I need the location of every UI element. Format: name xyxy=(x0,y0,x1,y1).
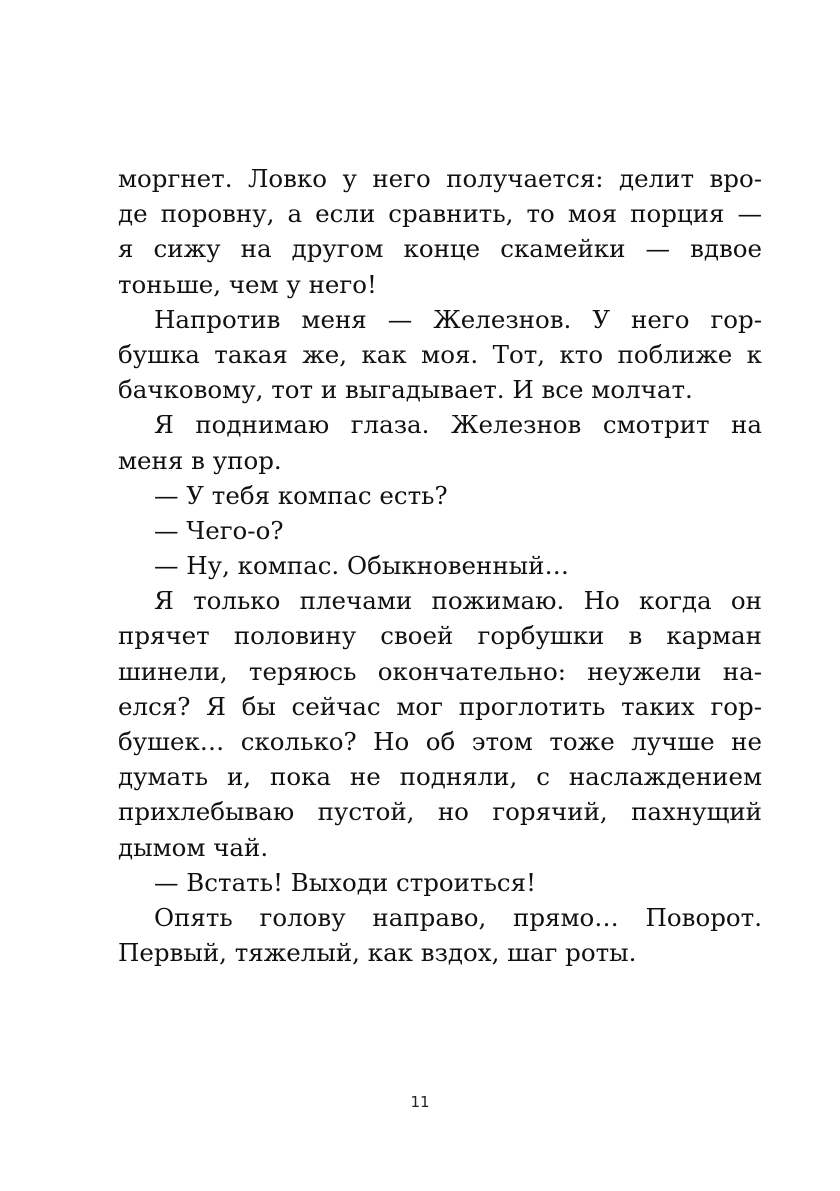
text-line: моргнет. Ловко у него получается: делит вро- xyxy=(118,164,762,193)
text-line: бушек… сколько? Но об этом тоже лучше не xyxy=(118,727,762,756)
text-line: бачковому, тот и выгадывает. И все молчат. xyxy=(118,375,693,405)
text-line: шинели, теряюсь окончательно: неужели на- xyxy=(118,656,762,686)
text-line: я сижу на другом конце скамейки — вдвое xyxy=(118,234,762,264)
text-line: бушка такая же, как моя. Тот, кто поближе к xyxy=(118,339,762,369)
page-number: 11 xyxy=(410,1093,430,1111)
text-line: Я только плечами пожимаю. Но когда он xyxy=(154,586,762,616)
text-line: Опять голову направо, прямо… Поворот. xyxy=(154,902,762,932)
text-line: прячет половину своей горбушки в карман xyxy=(118,621,762,651)
text-line: де поровну, а если сравнить, то моя порция — xyxy=(118,199,762,229)
text-line: прихлебываю пустой, но горячий, пахнущий xyxy=(118,797,762,827)
text-line: — Встать! Выходи строиться! xyxy=(154,867,536,897)
text-line: — У тебя компас есть? xyxy=(154,480,448,510)
text-line: дымом чай. xyxy=(118,832,269,862)
text-line: Напротив меня — Железнов. У него гор- xyxy=(154,304,762,334)
text-line: тоньше, чем у него! xyxy=(118,269,377,299)
text-line: Я поднимаю глаза. Железнов смотрит на xyxy=(154,410,762,440)
page-body-text xyxy=(118,161,762,970)
text-line: думать и, пока не подняли, с наслаждением xyxy=(118,762,762,792)
text-line: меня в упор. xyxy=(118,445,282,475)
text-line: — Чего-о? xyxy=(154,515,284,545)
text-line: — Ну, компас. Обыкновенный… xyxy=(154,551,570,581)
text-line: Первый, тяжелый, как вздох, шаг роты. xyxy=(118,938,637,968)
text-line: елся? Я бы сейчас мог проглотить таких гор- xyxy=(118,691,762,721)
